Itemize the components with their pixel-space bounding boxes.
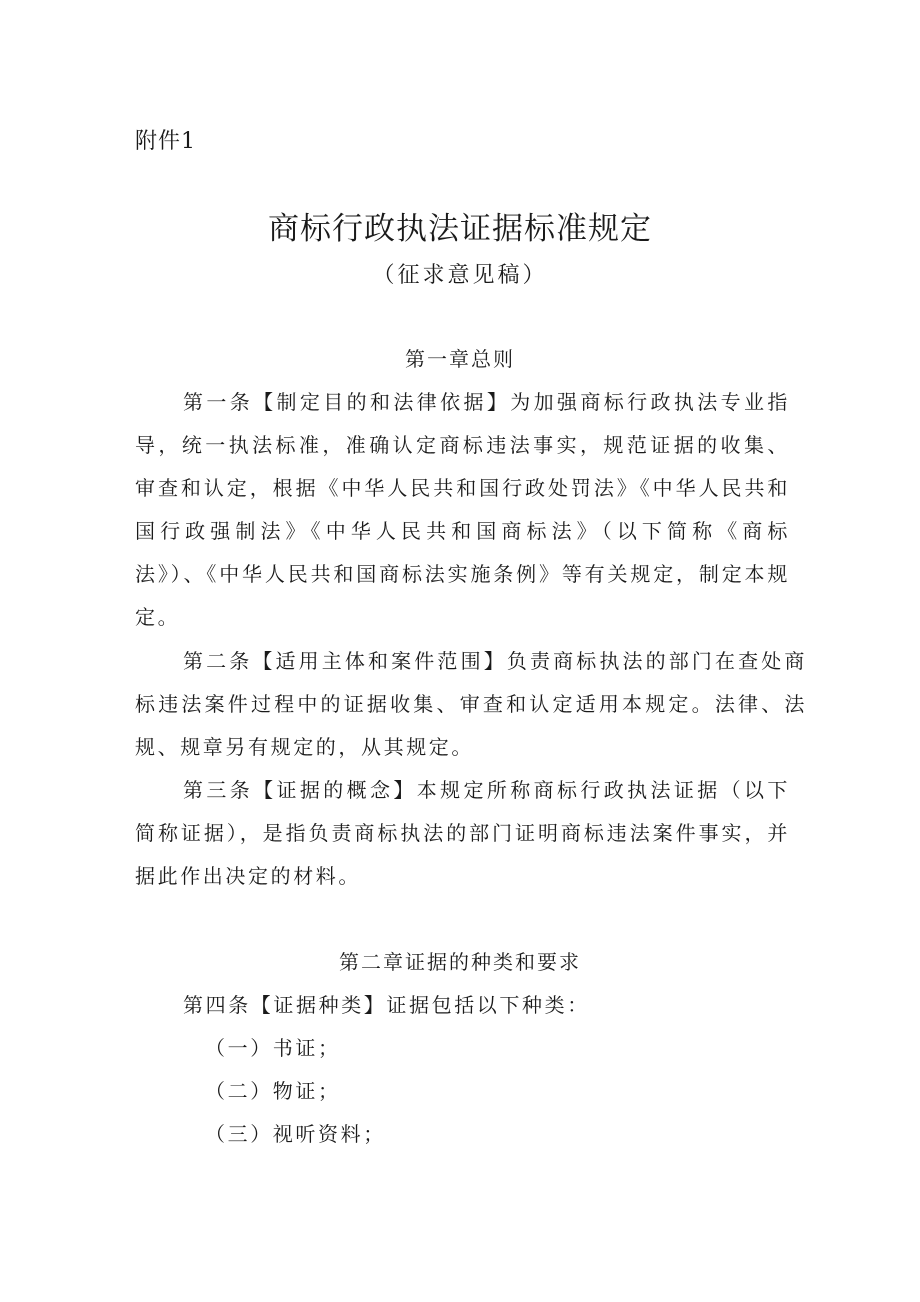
article-paragraph: 第四条【证据种类】证据包括以下种类： [183, 993, 590, 1017]
attachment-label: 附件1 [135, 129, 196, 154]
article-paragraph: 第二条【适用主体和案件范围】负责商标执法的部门在查处商标违法案件过程中的证据收集、审查和认定适用本规定。法律、法规、规章另有规定的，从其规定。 [135, 649, 807, 759]
evidence-type-list [135, 1027, 386, 1156]
article-paragraph: 第一条【制定目的和法律依据】为加强商标行政执法专业指导，统一执法标准，准确认定商标违法事实，规范证据的收集、审查和认定，根据《中华人民共和国行政处罚法》《中华人民共和国行政强制法》《中华人民共和国商标法》（以下简称《商标法》）、《中华人民共和国商标法实施条例》等有关规定，制定本规定。 [135, 390, 790, 629]
list-item: （二）物证； [205, 1079, 341, 1103]
chapter-heading: 第一章总则 [405, 347, 515, 371]
document-subtitle: （征求意见稿） [372, 263, 548, 288]
list-item: （三）视听资料； [205, 1122, 386, 1146]
chapter-heading: 第二章证据的种类和要求 [339, 950, 581, 974]
list-item: （一）书证； [205, 1036, 341, 1060]
article-paragraph: 第三条【证据的概念】本规定所称商标行政执法证据（以下简称证据），是指负责商标执法的部门证明商标违法案件事实，并据此作出决定的材料。 [135, 778, 790, 888]
document-title: 商标行政执法证据标准规定 [268, 211, 652, 247]
